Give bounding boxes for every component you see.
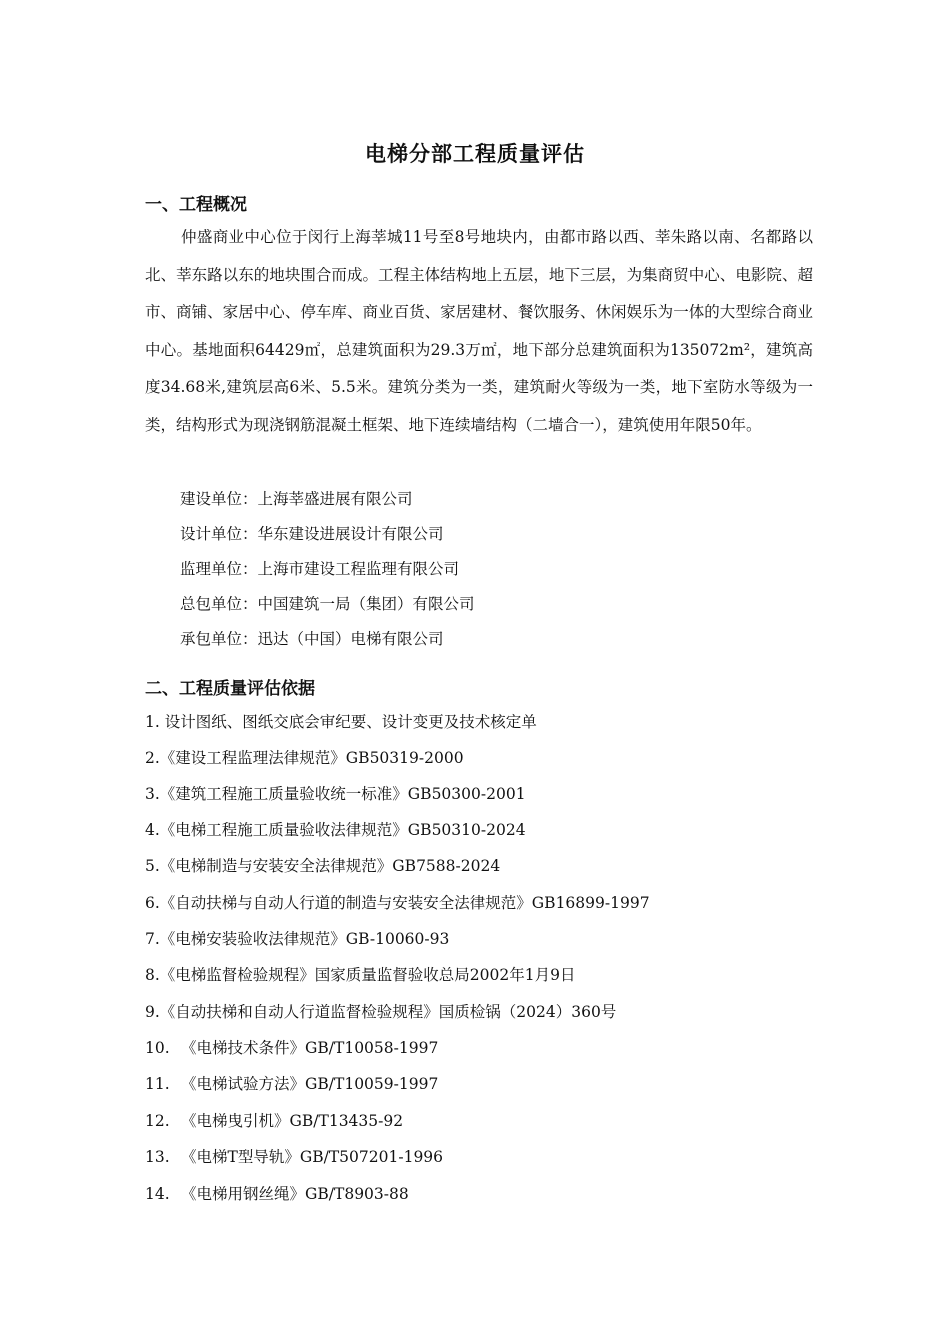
reference-text: 《建设工程监理法律规范》GB50319-2000	[159, 749, 464, 767]
reference-item	[145, 1182, 409, 1204]
reference-number: 11.	[145, 1075, 170, 1093]
reference-text: 《电梯用钢丝绳》GB/T8903-88	[181, 1185, 409, 1203]
reference-number: 7.	[145, 930, 160, 948]
reference-item	[145, 891, 650, 913]
reference-number: 10.	[145, 1039, 170, 1057]
reference-item	[145, 1036, 438, 1058]
reference-number: 9.	[145, 1003, 160, 1021]
reference-number: 5.	[145, 857, 160, 875]
unit-supervision: 监理单位：上海市建设工程监理有限公司	[180, 560, 460, 578]
reference-text: 《电梯制造与安装安全法律规范》GB7588-2024	[159, 857, 501, 875]
reference-text: 《电梯曳引机》GB/T13435-92	[181, 1112, 404, 1130]
reference-item	[145, 1072, 438, 1094]
reference-item	[145, 1000, 616, 1022]
reference-item	[145, 746, 464, 768]
reference-item	[145, 1109, 403, 1131]
unit-design: 设计单位：华东建设进展设计有限公司	[180, 525, 444, 543]
reference-text: 《电梯监督检验规程》国家质量监督验收总局2002年1月9日	[159, 966, 576, 984]
reference-number: 4.	[145, 821, 160, 839]
reference-number: 13.	[145, 1148, 170, 1166]
reference-item	[145, 1145, 443, 1167]
reference-text: 《电梯T型导轨》GB/T507201-1996	[181, 1148, 444, 1166]
unit-contractor: 承包单位：迅达（中国）电梯有限公司	[180, 630, 444, 648]
section-heading-overview: 一、工程概况	[145, 195, 247, 215]
reference-text: 《电梯技术条件》GB/T10058-1997	[181, 1039, 439, 1057]
reference-text: 《电梯工程施工质量验收法律规范》GB50310-2024	[159, 821, 526, 839]
document-title: 电梯分部工程质量评估	[365, 142, 585, 166]
unit-general-contractor: 总包单位：中国建筑一局（集团）有限公司	[180, 595, 475, 613]
reference-text: 《电梯安装验收法律规范》GB-10060-93	[159, 930, 450, 948]
section-heading-basis: 二、工程质量评估依据	[145, 679, 315, 699]
reference-text: 设计图纸、图纸交底会审纪要、设计变更及技术核定单	[164, 713, 537, 731]
unit-construction: 建设单位：上海莘盛进展有限公司	[180, 490, 413, 508]
reference-item	[145, 963, 575, 985]
reference-number: 3.	[145, 785, 160, 803]
reference-text: 《建筑工程施工质量验收统一标准》GB50300-2001	[159, 785, 526, 803]
reference-item	[145, 782, 526, 804]
reference-number: 8.	[145, 966, 160, 984]
reference-number: 1.	[145, 713, 160, 731]
reference-number: 2.	[145, 749, 160, 767]
overview-paragraph: 仲盛商业中心位于闵行上海莘城11号至8号地块内，由都市路以西、莘朱路以南、名都路以北、莘东路以东的地块围合而成。工程主体结构地上五层，地下三层，为集商贸中心、电影院、超市、商铺、家居中心、停车库、商业百货、家居建材、餐饮服务、休闲娱乐为一体的大型综合商业中心。基地面积64429㎡，总建筑面积为29.3万㎡，地下部分总建筑面积为135072m²，建筑高度34.68米,建筑层高6米、5.5米。建筑分类为一类，建筑耐火等级为一类，地下室防水等级为一类，结构形式为现浇钢筋混凝土框架、地下连续墙结构（二墙合一），建筑使用年限50年。	[145, 228, 813, 434]
reference-item	[145, 854, 500, 876]
reference-item	[145, 710, 537, 732]
reference-number: 6.	[145, 894, 160, 912]
reference-text: 《自动扶梯和自动人行道监督检验规程》国质检锅（2024）360号	[159, 1003, 617, 1021]
reference-text: 《自动扶梯与自动人行道的制造与安装安全法律规范》GB16899-1997	[159, 894, 650, 912]
reference-item	[145, 927, 449, 949]
reference-number: 12.	[145, 1112, 170, 1130]
reference-number: 14.	[145, 1185, 170, 1203]
reference-text: 《电梯试验方法》GB/T10059-1997	[181, 1075, 439, 1093]
reference-item	[145, 818, 526, 840]
